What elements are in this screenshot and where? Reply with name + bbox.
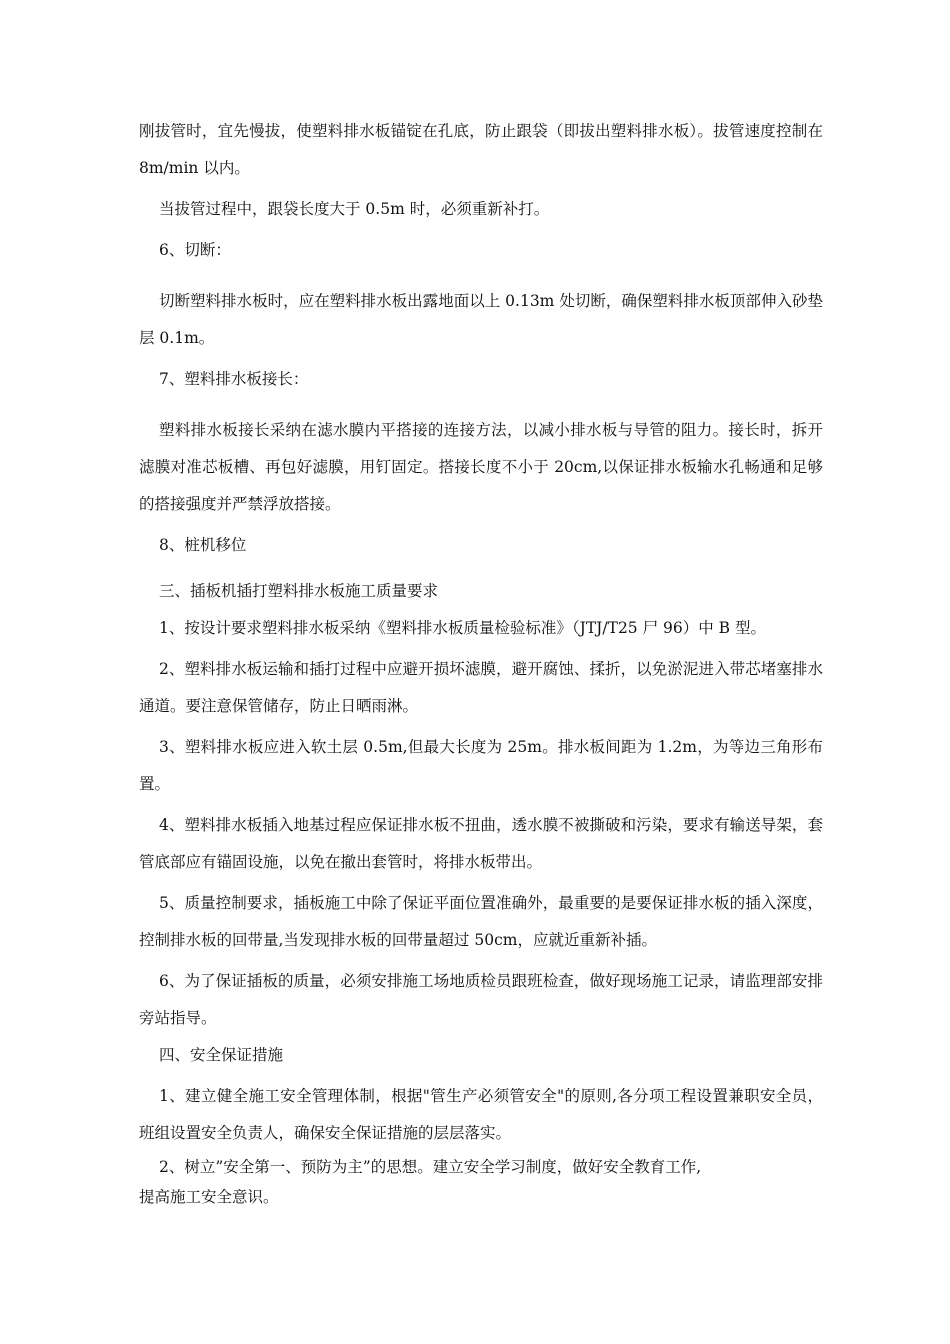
heading-cut-off: 6、切断：: [159, 241, 231, 259]
paragraph-cut-off: 切断塑料排水板时，应在塑料排水板出露地面以上 0.13m 处切断，确保塑料排水板顶部伸入砂垫层 0.1m。: [139, 292, 823, 347]
paragraph-pull-pipe: 刚拔管时，宜先慢拔，使塑料排水板锚锭在孔底，防止跟袋（即拔出塑料排水板）。拔管速度控制在 8m/min 以内。: [139, 122, 823, 177]
paragraph-quality-5: 5、质量控制要求，插板施工中除了保证平面位置准确外，最重要的是要保证排水板的插入深度，控制排水板的回带量,当发现排水板的回带量超过 50cm，应就近重新补插。: [139, 894, 823, 949]
paragraph-quality-3: 3、塑料排水板应进入软土层 0.5m,但最大长度为 25m。排水板间距为 1.2m，为等边三角形布置。: [139, 738, 823, 793]
paragraph-safety-2: 2、树立”安全第一、预防为主”的思想。建立安全学习制度，做好安全教育工作,: [159, 1158, 702, 1176]
paragraph-re-drive: 当拔管过程中，跟袋长度大于 0.5m 时，必须重新补打。: [159, 200, 550, 218]
section-heading-quality: 三、插板机插打塑料排水板施工质量要求: [159, 582, 439, 600]
paragraph-safety-2-continued: 提高施工安全意识。: [139, 1188, 279, 1206]
paragraph-safety-1: 1、建立健全施工安全管理体制，根据"管生产必须管安全"的原则,各分项工程设置兼职安全员，班组设置安全负责人，确保安全保证措施的层层落实。: [139, 1087, 823, 1142]
paragraph-quality-4: 4、塑料排水板插入地基过程应保证排水板不扭曲，透水膜不被撕破和污染，要求有输送导架，套管底部应有锚固设施，以免在撤出套管时，将排水板带出。: [139, 816, 823, 871]
paragraph-quality-2: 2、塑料排水板运输和插打过程中应避开损坏滤膜，避开腐蚀、揉折，以免淤泥进入带芯堵塞排水通道。要注意保管储存，防止日晒雨淋。: [139, 660, 823, 715]
section-heading-safety: 四、安全保证措施: [159, 1046, 284, 1064]
document-page: [139, 113, 823, 1212]
heading-splice: 7、塑料排水板接长：: [159, 370, 309, 388]
paragraph-splice: 塑料排水板接长采纳在滤水膜内平搭接的连接方法，以减小排水板与导管的阻力。接长时，拆开滤膜对准芯板槽、再包好滤膜，用钉固定。搭接长度不小于 20cm,以保证排水板输水孔畅通和足够的搭接强度并严禁浮放搭接。: [139, 421, 823, 513]
paragraph-quality-6: 6、为了保证插板的质量，必须安排施工场地质检员跟班检查，做好现场施工记录，请监理部安排旁站指导。: [139, 972, 823, 1027]
paragraph-quality-1: 1、按设计要求塑料排水板采纳《塑料排水板质量检验标准》（JTJ/T25 尸 96）中 B 型。: [159, 619, 766, 637]
heading-rig-relocation: 8、桩机移位: [159, 536, 247, 554]
